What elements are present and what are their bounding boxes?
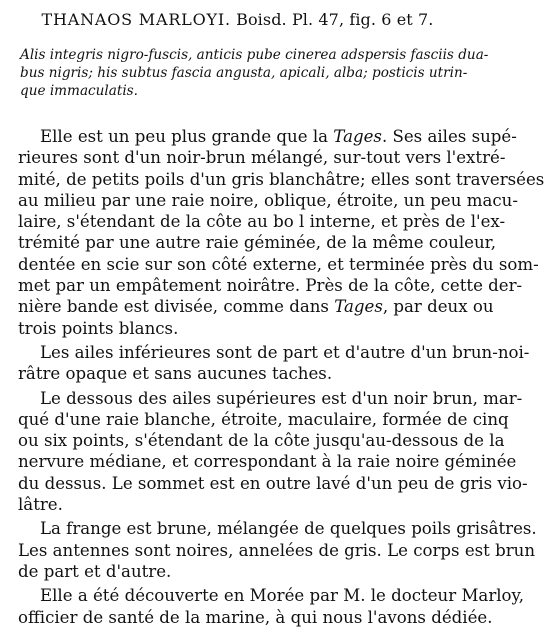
text-line: qué d'une raie blanche, étroite, maculaire, formée de cinq: [18, 409, 509, 429]
latin-line: Alis integris nigro-fuscis, anticis pube cinerea adspersis fasciis dua-: [20, 47, 489, 63]
text-line: nervure médiane, et correspondant à la raie noire géminée: [18, 452, 517, 472]
paragraph-fringe-antennae: [18, 518, 537, 582]
text-line: Les ailes inférieures sont de part et d'autre d'un brun-noi-: [40, 342, 530, 362]
text-line: de part et d'autre.: [18, 561, 172, 581]
paragraph-discovery: [18, 585, 524, 628]
latin-line: bus nigris; his subtus fascia angusta, apicali, alba; posticis utrin-: [20, 65, 468, 81]
text-line: du dessus. Le sommet est en outre lavé d'un peu de gris vio-: [18, 473, 528, 493]
species-heading: [0, 10, 475, 29]
author-abbreviation: Boisd.: [236, 10, 287, 29]
text-line: rieures sont d'un noir-brun mélangé, sur-tout vers l'extré-: [18, 148, 506, 168]
text-line: Elle est un peu plus grande que la Tages. Ses ailes supé-: [40, 127, 517, 146]
text-line: met par un empâtement noirâtre. Près de la côte, cette der-: [18, 276, 523, 296]
text-line: ou six points, s'étendant de la côte jusqu'au-dessous de la: [18, 431, 505, 451]
paragraph-lower-wings: [18, 342, 530, 385]
text-line: nière bande est divisée, comme dans Tages, par deux ou: [18, 297, 494, 317]
text-line: officier de santé de la marine, à qui nous l'avons dédiée.: [18, 607, 493, 627]
text-line: Le dessous des ailes supérieures est d'un noir brun, mar-: [40, 388, 523, 408]
plate-reference: Pl. 47, fig. 6 et 7.: [291, 10, 434, 29]
text-line: trémité par une autre raie géminée, de la même couleur,: [18, 233, 497, 253]
text-line: mité, de petits poils d'un gris blanchâtre; elles sont traversées: [18, 169, 544, 189]
paragraph-description-upper-wings: [18, 126, 544, 339]
text-line: lâtre.: [18, 495, 63, 515]
paragraph-underside: [18, 388, 528, 516]
species-name-tages: Tages: [334, 297, 383, 317]
text-line: au milieu par une raie noire, oblique, étroite, un peu macu-: [18, 190, 518, 210]
text-line: La frange est brune, mélangée de quelques poils grisâtres.: [40, 519, 537, 539]
species-name-tages: Tages: [333, 127, 382, 146]
text-line: laire, s'étendant de la côte au bo l interne, et près de l'ex-: [18, 212, 506, 232]
latin-line: que immaculatis.: [20, 83, 138, 99]
text-line: Les antennes sont noires, annelées de gris. Le corps est brun: [18, 540, 536, 560]
text-line: trois points blancs.: [18, 318, 179, 338]
species-title: THANAOS MARLOYI.: [41, 10, 231, 29]
text-line: Elle a été découverte en Morée par M. le docteur Marloy,: [40, 586, 524, 606]
latin-diagnosis: [20, 46, 489, 100]
description-body: [18, 126, 544, 631]
text-line: râtre opaque et sans aucunes taches.: [18, 364, 333, 384]
text-line: dentée en scie sur son côté externe, et terminée près du som-: [18, 254, 539, 274]
